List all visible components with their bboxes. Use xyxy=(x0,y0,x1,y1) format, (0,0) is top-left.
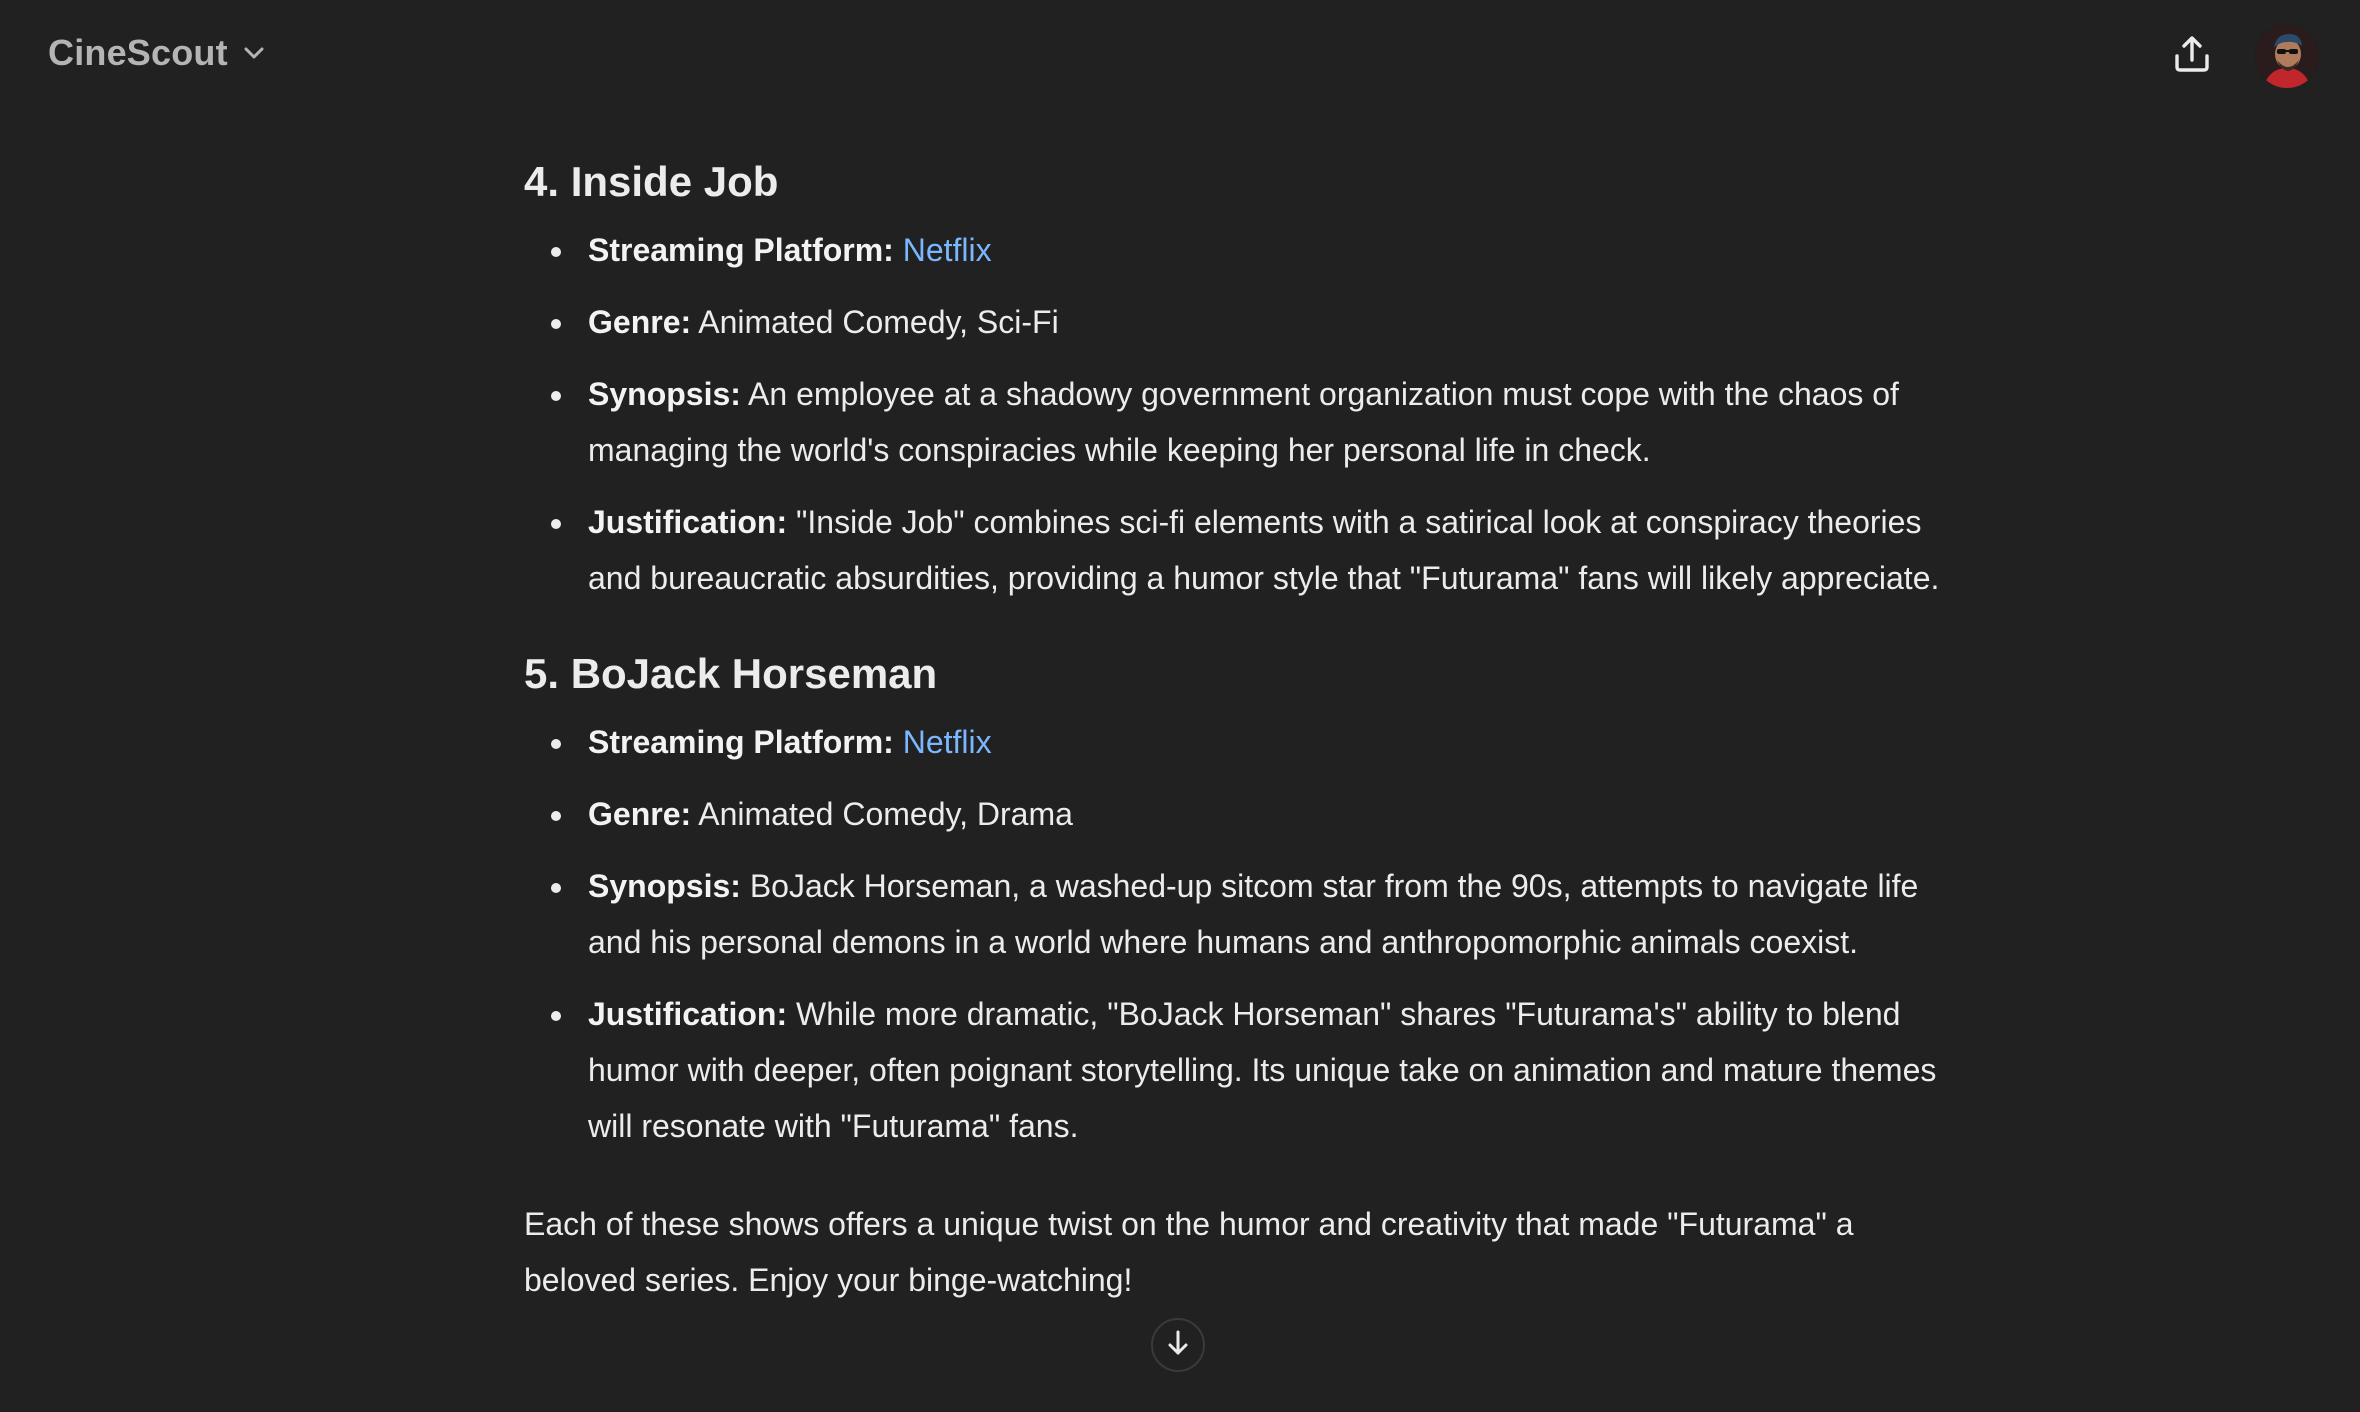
list-item-synopsis xyxy=(588,366,1944,478)
justification-label: Justification: xyxy=(588,996,788,1032)
recommendation-bojack-horseman xyxy=(524,642,1944,1154)
app-name: CineScout xyxy=(48,32,228,73)
list-item-platform xyxy=(588,714,1944,770)
platform-label: Streaming Platform: xyxy=(588,232,894,268)
share-button[interactable] xyxy=(2166,30,2218,82)
closing-paragraph: Each of these shows offers a unique twist on the humor and creativity that made "Futurama" a beloved series. Enjoy your binge-watching! xyxy=(524,1206,1854,1298)
platform-link[interactable]: Netflix xyxy=(902,232,992,268)
chevron-down-icon xyxy=(240,39,268,67)
list-item-justification xyxy=(588,494,1944,606)
arrow-down-icon xyxy=(1163,1328,1193,1363)
synopsis-label: Synopsis: xyxy=(588,376,741,412)
share-icon xyxy=(2172,34,2212,79)
chat-message xyxy=(524,150,1944,1340)
justification-value: While more dramatic, "BoJack Horseman" shares "Futurama's" ability to blend humor with deeper, often poignant storytelling. Its unique take on animation and mature themes will resonate with "Futurama" fans. xyxy=(588,996,1937,1144)
user-avatar-icon xyxy=(2255,24,2319,88)
details-list xyxy=(524,222,1944,606)
model-selector[interactable] xyxy=(48,32,268,74)
details-list xyxy=(524,714,1944,1154)
list-item-genre xyxy=(588,786,1944,842)
avatar[interactable] xyxy=(2255,24,2319,88)
justification-label: Justification: xyxy=(588,504,788,540)
scroll-to-bottom-button[interactable] xyxy=(1151,1318,1205,1372)
genre-label: Genre: xyxy=(588,796,692,832)
list-item-synopsis xyxy=(588,858,1944,970)
recommendation-inside-job xyxy=(524,150,1944,606)
platform-label: Streaming Platform: xyxy=(588,724,894,760)
synopsis-label: Synopsis: xyxy=(588,868,741,904)
section-title: 4. Inside Job xyxy=(524,158,779,205)
justification-value: "Inside Job" combines sci-fi elements with a satirical look at conspiracy theories and bureaucratic absurdities, providing a humor style that "Futurama" fans will likely appreciate. xyxy=(588,504,1940,596)
platform-link[interactable]: Netflix xyxy=(902,724,992,760)
list-item-genre xyxy=(588,294,1944,350)
genre-label: Genre: xyxy=(588,304,692,340)
genre-value: Animated Comedy, Sci-Fi xyxy=(698,304,1059,340)
synopsis-value: An employee at a shadowy government organization must cope with the chaos of managing the world's conspiracies while keeping her personal life in check. xyxy=(588,376,1899,468)
list-item-justification xyxy=(588,986,1944,1154)
list-item-platform xyxy=(588,222,1944,278)
top-bar xyxy=(0,0,2360,115)
section-title: 5. BoJack Horseman xyxy=(524,650,938,697)
synopsis-value: BoJack Horseman, a washed-up sitcom star from the 90s, attempts to navigate life and his personal demons in a world where humans and anthropomorphic animals coexist. xyxy=(588,868,1919,960)
genre-value: Animated Comedy, Drama xyxy=(698,796,1073,832)
